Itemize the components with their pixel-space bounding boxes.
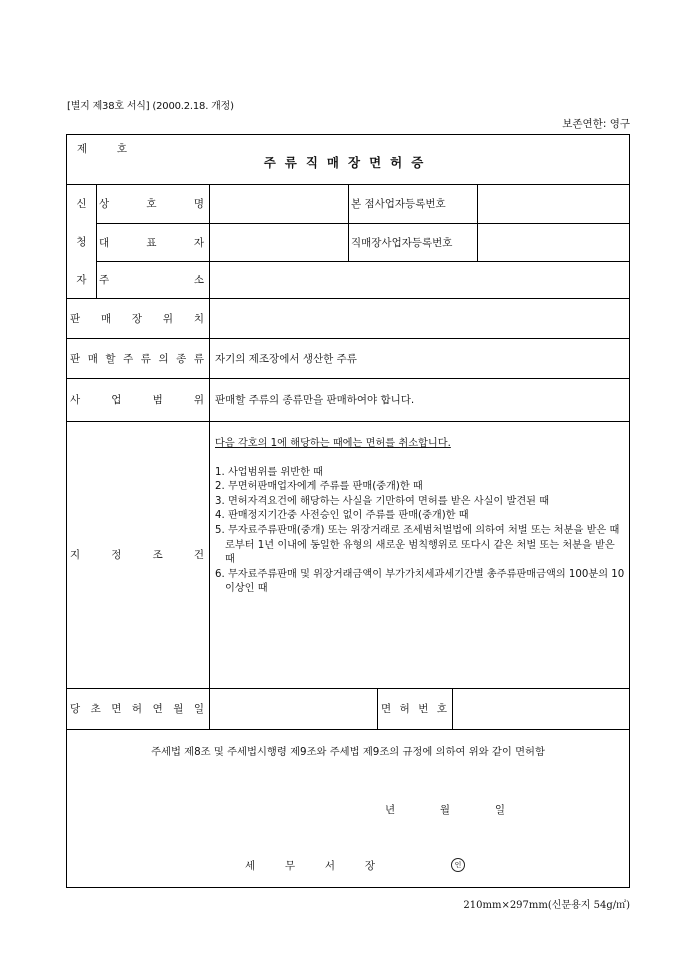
paper-spec: 210mm×297mm(신문용지 54g/㎡) (463, 900, 630, 911)
license-number-label: 제 호 (77, 142, 127, 155)
condition-item: 6. 무자료주류판매 및 위장거래금액이 부가가치세과세기간별 총주류판매금액의 100분의 10 이상인 때 (215, 568, 625, 595)
liquor-type-label: 판 매 할 주 류 의 종 류 (70, 352, 204, 365)
conditions-label: 지 정 조 건 (70, 549, 204, 561)
condition-item: 3. 면허자격요건에 해당하는 사실을 기만하여 면허를 받은 사실이 발견된 때 (215, 495, 550, 507)
seal-icon: 인 (451, 855, 465, 875)
business-scope-value: 판매할 주류의 종류만을 판매하여야 합니다. (215, 394, 415, 406)
condition-item: 2. 무면허판매업자에게 주류를 판매(중개)한 때 (215, 481, 423, 493)
conditions-intro: 다음 각호의 1에 해당하는 때에는 면허를 취소합니다. (215, 438, 451, 449)
license-number-field-label: 면 허 번 호 (381, 703, 447, 715)
initial-license-date-label: 당 초 면 허 연 월 일 (70, 703, 204, 715)
license-form (66, 134, 630, 888)
retention-period: 보존연한: 영구 (562, 118, 630, 130)
store-location-label: 판 매 장 위 치 (70, 312, 204, 325)
form-number-label: [별지 제38호 서식] (2000.2.18. 개정) (67, 101, 234, 112)
form-title: 주류직매장면허증 (263, 155, 433, 170)
condition-item: 4. 판매정지기간중 사전승인 없이 주류를 판매(중개)한 때 (215, 510, 469, 522)
license-statement: 주세법 제8조 및 주세법시행령 제9조와 주세법 제9조의 규정에 의하여 위와 같이 면허함 (151, 745, 545, 758)
issuer-title: 세 무 서 장 (245, 859, 375, 872)
applicant-label: 신 청 자 (76, 197, 87, 286)
liquor-type-value: 자기의 제조장에서 생산한 주류 (215, 352, 357, 365)
store-business-number-label: 직매장사업자등록번호 (351, 236, 453, 249)
issue-date: 년 월 일 (385, 803, 505, 816)
representative-label: 대 표 자 (99, 236, 204, 249)
conditions-text (215, 437, 625, 597)
hq-business-number-label: 본 점사업자등록번호 (351, 198, 446, 210)
trade-name-label: 상 호 명 (99, 198, 204, 210)
condition-item: 5. 무자료주류판매(중개) 또는 위장거래로 조세범처벌법에 의하여 처벌 또는 처분을 받은 때로부터 1년 이내에 동일한 유형의 새로운 범칙행위로 또다시 같은 처벌 또는 처분을 받은 때 (215, 524, 620, 566)
address-label: 주 소 (99, 274, 204, 286)
business-scope-label: 사 업 범 위 (70, 394, 204, 406)
condition-item: 1. 사업범위를 위반한 때 (215, 466, 324, 478)
